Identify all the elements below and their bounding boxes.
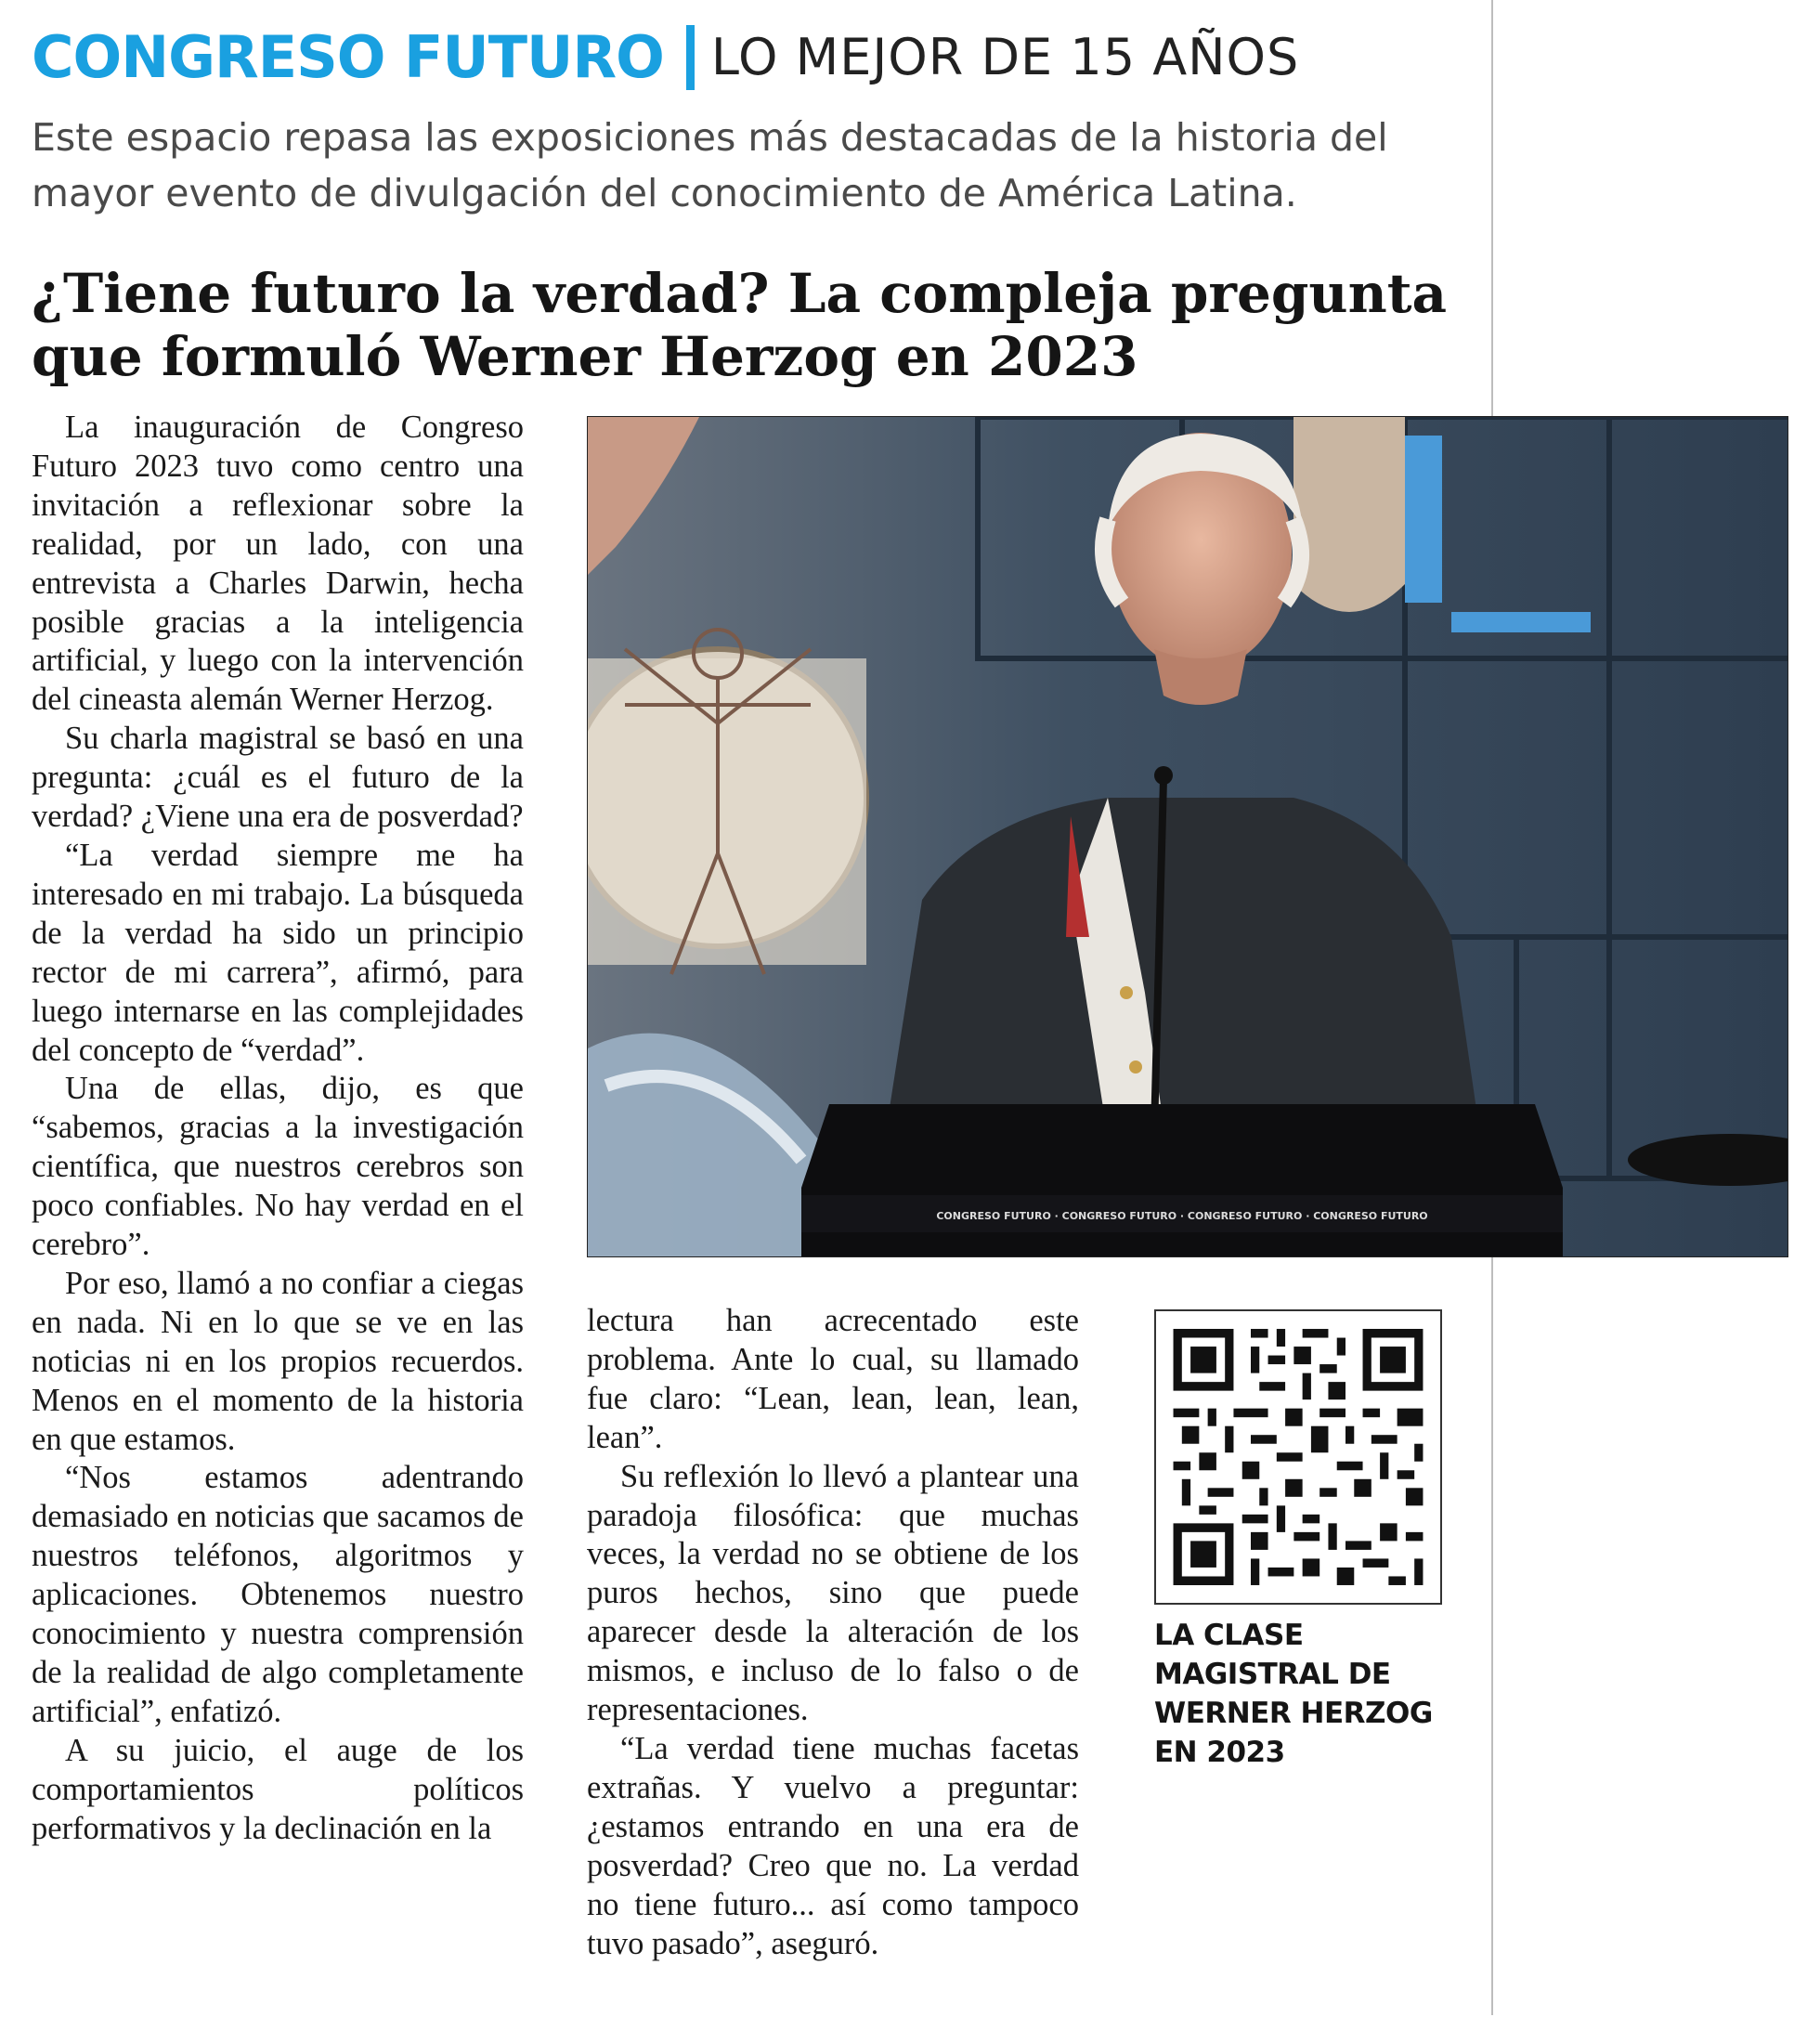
qr-caption-line: EN 2023 bbox=[1154, 1736, 1285, 1769]
qr-caption-line: LA CLASE bbox=[1154, 1619, 1304, 1652]
paragraph: Su charla magistral se basó en una pregunta: ¿cuál es el futuro de la verdad? ¿Viene una era de posverdad? bbox=[32, 721, 524, 835]
section-header bbox=[32, 20, 1299, 95]
paragraph: Su reflexión lo llevó a plantear una paradoja filosófica: que muchas veces, la verdad no se obtiene de los puros hechos, sino que puede aparecer desde la alteración de los mismos, e incluso de lo falso o de representaciones. bbox=[587, 1458, 1079, 1728]
qr-code-icon bbox=[1156, 1311, 1440, 1603]
article-column-1 bbox=[32, 409, 524, 2001]
article-photo bbox=[587, 416, 1788, 1257]
paragraph: Por eso, llamó a no confiar a ciegas en nada. Ni en lo que se ve en las noticias ni en los propios recuerdos. Menos en el momento de la historia en que estamos. bbox=[32, 1265, 524, 1457]
paragraph: “La verdad siempre me ha interesado en mi trabajo. La búsqueda de la verdad ha sido un principio rector de mi carrera”, afirmó, para luego internarse en las complejidades del concepto de “verdad”. bbox=[32, 837, 524, 1068]
qr-caption-line: MAGISTRAL DE bbox=[1154, 1658, 1391, 1691]
article-headline: ¿Tiene futuro la verdad? La compleja pregunta que formuló Werner Herzog en 2023 bbox=[32, 262, 1448, 388]
section-intro: Este espacio repasa las exposiciones más destacadas de la historia del mayor evento de divulgación del conocimiento de América Latina. bbox=[32, 115, 1388, 215]
paragraph: “La verdad tiene muchas facetas extrañas. Y vuelvo a preguntar: ¿estamos entrando en una era de posverdad? Creo que no. La verdad no tiene futuro... así como tampoco tuvo pasado”, aseguró. bbox=[587, 1730, 1079, 1961]
qr-caption bbox=[1154, 1616, 1451, 1772]
herzog-speaking-illustration bbox=[588, 417, 1788, 1256]
podium-text: CONGRESO FUTURO · CONGRESO FUTURO · CONGRESO FUTURO · CONGRESO FUTURO bbox=[936, 1210, 1428, 1222]
qr-caption-line: WERNER HERZOG bbox=[1154, 1697, 1433, 1730]
paragraph: “Nos estamos adentrando demasiado en noticias que sacamos de nuestros teléfonos, algoritmos y aplicaciones. Obtenemos nuestro conocimiento y nuestra comprensión de la realidad de algo completamente artificial”, enfatizó. bbox=[32, 1460, 524, 1729]
qr-code[interactable] bbox=[1154, 1309, 1442, 1605]
paragraph: La inauguración de Congreso Futuro 2023 tuvo como centro una invitación a reflexionar sobre la realidad, por un lado, con una entrevista a Charles Darwin, hecha posible gracias a la inteligencia artificial, y luego con la intervención del cineasta alemán Werner Herzog. bbox=[32, 410, 524, 718]
section-brand: CONGRESO FUTURO bbox=[32, 23, 664, 91]
section-series: LO MEJOR DE 15 AÑOS bbox=[710, 28, 1300, 86]
paragraph: A su juicio, el auge de los comportamientos políticos performativos y la declinación en la bbox=[32, 1732, 524, 1846]
header-divider bbox=[686, 25, 695, 90]
paragraph: Una de ellas, dijo, es que “sabemos, gracias a la investigación científica, que nuestros cerebros son poco confiables. No hay verdad en el cerebro”. bbox=[32, 1071, 524, 1263]
article-column-2 bbox=[587, 1302, 1079, 2008]
paragraph: lectura han acrecentado este problema. Ante lo cual, su llamado fue claro: “Lean, lean, lean, lean, lean”. bbox=[587, 1303, 1079, 1455]
